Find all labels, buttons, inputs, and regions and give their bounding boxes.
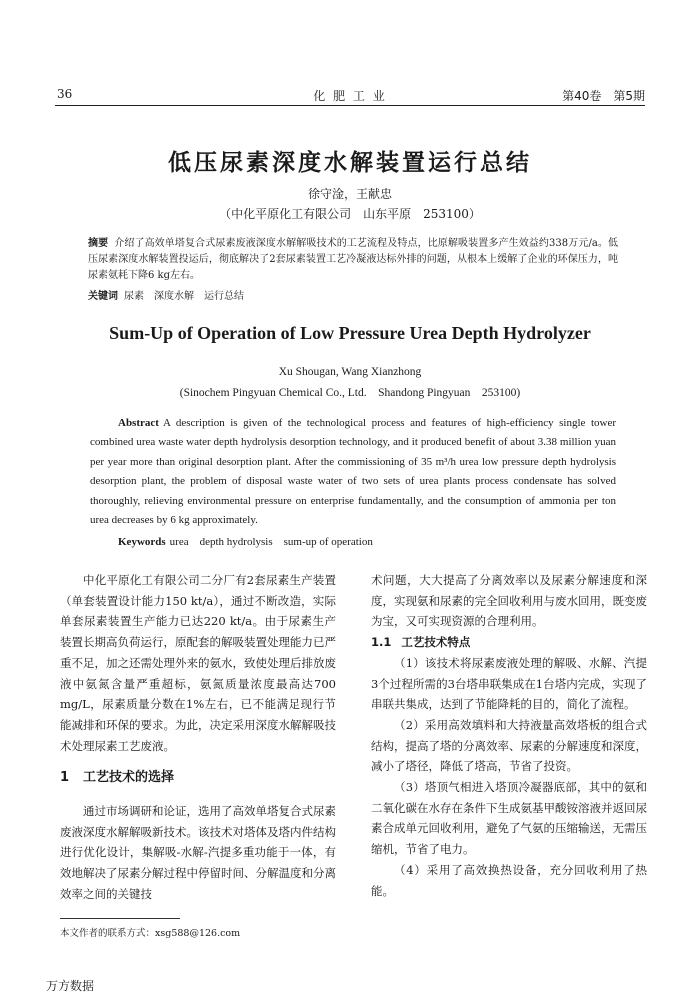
abstract-en-label: Abstract (118, 417, 159, 429)
subsection-1-1-heading (371, 632, 647, 653)
subsection-1-1-number: 1.1 (371, 635, 392, 650)
section-1-title: 工艺技术的选择 (83, 770, 175, 786)
title-en: Sum-Up of Operation of Low Pressure Urea Depth Hydrolyzer (109, 323, 591, 343)
subsection-1-1-title: 工艺技术特点 (401, 635, 471, 650)
abstract-en (90, 414, 616, 530)
keywords-cn-text: 尿素 深度水解 运行总结 (124, 291, 244, 302)
feature-2: （2）采用高效填料和大持液量高效塔板的组合式结构，提高了塔的分离效率、尿素的分解速度和深度，减小了塔径，降低了塔高，节省了投资。 (371, 717, 647, 774)
intro-paragraph: 中化平原化工有限公司二分厂有2套尿素生产装置（单套装置设计能力150 kt/a），通过不断改造，实际单套尿素装置生产能力已达220 kt/a。由于尿素生产装置长期高负荷运行，原配套的解吸装置处理能力已严重不足，加之还需处理外来的氨水，致使处理后排放废液中氨氮含量严重超标，氨氮质量浓度最高达700 mg/L，尿素质量分数在1%左右，已不能满足现行节能减排和环保的要求。为此，决定采用深度水解解吸技术处理尿素工艺废液。 (60, 573, 336, 753)
affiliation-cn: （中化平原化工有限公司 山东平原 253100） (219, 207, 481, 221)
journal-name: 化 肥 工 业 (313, 89, 387, 103)
keywords-en (118, 533, 644, 552)
keywords-cn (88, 289, 618, 305)
feature-1: （1）该技术将尿素废液处理的解吸、水解、汽提3个过程所需的3台塔串联集成在1台塔内完成，实现了串联共集成，达到了节能降耗的目的，简化了流程。 (371, 655, 647, 712)
page-number: 36 (57, 87, 73, 101)
abstract-cn-text: 介绍了高效单塔复合式尿素废液深度水解解吸技术的工艺流程及特点，比原解吸装置多产生效益约338万元/a。低压尿素深度水解装置投运后，彻底解决了2套尿素装置工艺冷凝液达标外排的问题，从根本上缓解了企业的环保压力，吨尿素氨耗下降6 kg左右。 (88, 238, 619, 281)
affiliation-en: (Sinochem Pingyuan Chemical Co., Ltd. Shandong Pingyuan 253100) (179, 387, 521, 399)
abstract-cn (88, 236, 618, 284)
authors-cn: 徐守淦，王献忠 (307, 187, 392, 201)
issue-info: 第40卷 第5期 (562, 89, 645, 103)
section-1-number: 1 (60, 770, 70, 786)
footnote-rule (60, 918, 180, 919)
authors-en: Xu Shougan, Wang Xianzhong (278, 366, 422, 378)
abstract-cn-label: 摘要 (88, 238, 109, 249)
column-right (371, 570, 647, 901)
keywords-en-text: urea depth hydrolysis sum-up of operation (169, 536, 373, 548)
section-1-paragraph-part2: 术问题，大大提高了分离效率以及尿素分解速度和深度，实现氨和尿素的完全回收利用与废水回用，既变废为宝，又可实现资源的合理利用。 (371, 573, 647, 629)
section-1-heading (60, 768, 336, 789)
feature-3: （3）塔顶气相进入塔顶冷凝器底部，其中的氨和二氧化碳在水存在条件下生成氨基甲酸铵溶液并返回尿素合成单元回收利用，避免了气氨的压缩输送，无需压缩机，节省了电力。 (371, 780, 647, 857)
column-left (60, 570, 336, 905)
abstract-en-text: A description is given of the technological process and features of high-efficiency single tower combined urea waste water depth hydrolysis desorption technology, and it produced benefit of about 3.38 million yuan per year more than original desorption plant. After the commissioning of 35 m³/h urea low pressure depth hydrolysis desorption plant, the problem of disposal waste water of two sets of urea plants process condensate has solved thoroughly, relieving environmental pressure on enterprise fundamentally, and the consumption of ammonia per ton urea decreases by 6 kg approximately. (90, 417, 616, 527)
feature-4: （4）采用了高效换热设备，充分回收利用了热能。 (371, 862, 647, 898)
footnote: 本文作者的联系方式：xsg588@126.com (60, 928, 241, 939)
watermark: 万方数据 (46, 979, 95, 993)
keywords-cn-label: 关键词 (88, 291, 118, 302)
header-rule (55, 105, 645, 106)
section-1-paragraph-part1: 通过市场调研和论证，选用了高效单塔复合式尿素废液深度水解解吸新技术。该技术对塔体及塔内件结构进行优化设计，集解吸-水解-汽提多重功能于一体，有效地解决了尿素分解过程中停留时间、分解温度和分离效率之间的关键技 (60, 804, 336, 901)
title-cn: 低压尿素深度水解装置运行总结 (168, 150, 532, 176)
keywords-en-label: Keywords (118, 536, 166, 548)
